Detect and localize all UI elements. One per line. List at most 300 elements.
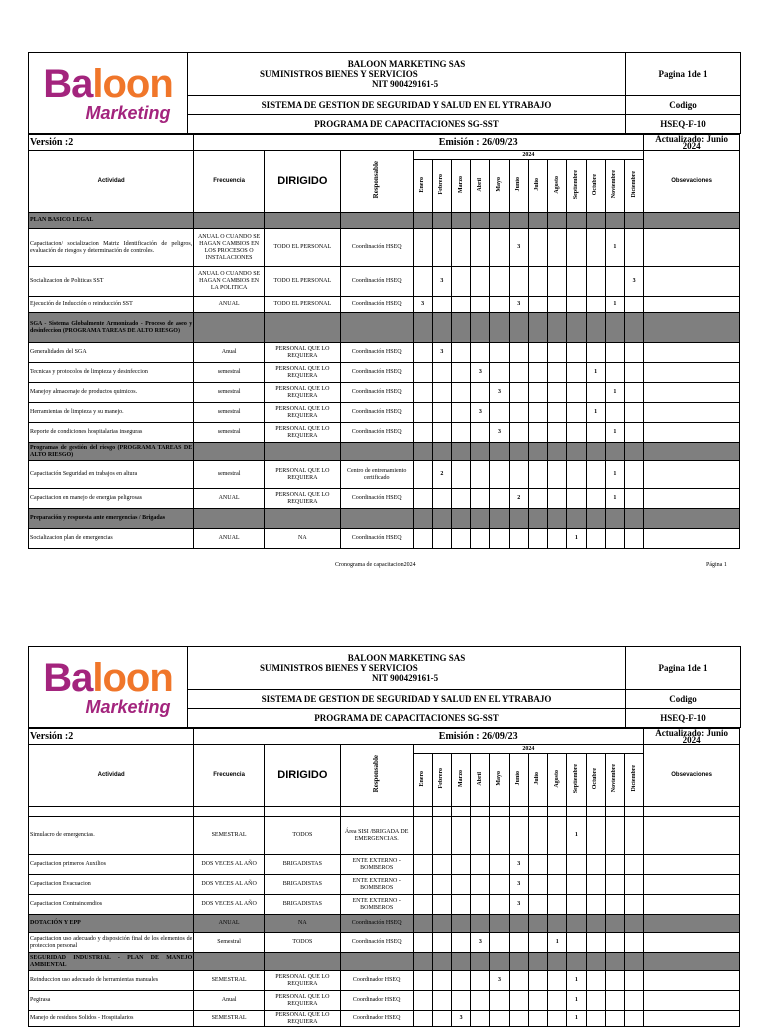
section-cell — [432, 213, 451, 229]
responsible-cell: Coordinador HSEQ — [340, 971, 413, 991]
target-cell: TODO EL PERSONAL — [264, 267, 340, 297]
month-count — [567, 297, 586, 313]
responsible-cell: Coordinador HSEQ — [340, 1011, 413, 1027]
month-count — [528, 383, 547, 403]
month-count — [451, 971, 470, 991]
col-month — [528, 754, 547, 807]
responsible-cell: ENTE EXTERNO - BOMBEROS — [340, 855, 413, 875]
section-cell — [451, 443, 470, 461]
col-month — [471, 754, 490, 807]
month-count — [548, 529, 567, 549]
month-label: Octubre — [592, 767, 599, 790]
col-observaciones: Obsevaciones — [644, 151, 740, 213]
month-count: 3 — [490, 383, 509, 403]
activity-name: Capacitacion/ socializacion Matriz Identificación de peligros, evaluación de riesgos y determinación de controles. — [29, 229, 194, 267]
section-cell — [624, 915, 643, 933]
target-cell: PERSONAL QUE LO REQUIERA — [264, 489, 340, 509]
section-cell — [644, 953, 740, 971]
month-count — [567, 423, 586, 443]
month-count — [528, 489, 547, 509]
activity-name: Capacitacion uso adecuado y disposición final de los elementos de proteccion personal — [29, 933, 194, 953]
col-month — [567, 754, 586, 807]
month-count — [432, 297, 451, 313]
section-cell — [548, 509, 567, 529]
responsible-cell: Coordinación HSEQ — [340, 489, 413, 509]
program-title: PROGRAMA DE CAPACITACIONES SG-SST — [188, 114, 626, 133]
month-count — [605, 529, 624, 549]
month-count: 1 — [548, 933, 567, 953]
month-label: Mayo — [496, 771, 503, 786]
section-cell — [605, 953, 624, 971]
month-count — [528, 229, 547, 267]
month-count — [605, 971, 624, 991]
month-count: 2 — [509, 489, 528, 509]
activity-row — [29, 229, 740, 267]
month-count — [567, 267, 586, 297]
empty-cell — [605, 807, 624, 817]
section-cell — [509, 915, 528, 933]
month-count — [509, 267, 528, 297]
training-schedule-table — [28, 134, 740, 549]
month-count — [490, 403, 509, 423]
activity-row — [29, 489, 740, 509]
month-count — [490, 875, 509, 895]
company-block: BALOON MARKETING SAS SUMINISTROS BIENES Y SERVICIOS NIT 900429161-5 — [188, 647, 626, 690]
month-count — [624, 933, 643, 953]
month-count — [451, 991, 470, 1011]
empty-cell — [413, 807, 432, 817]
training-schedule-table — [28, 728, 740, 1027]
target-cell: PERSONAL QUE LO REQUIERA — [264, 363, 340, 383]
frequency-cell: ANUAL O CUANDO SE HAGAN CAMBIOS EN LOS PROCESOS O INSTALACIONES — [194, 229, 265, 267]
month-count: 1 — [605, 461, 624, 489]
col-month — [432, 160, 451, 213]
target-cell: PERSONAL QUE LO REQUIERA — [264, 423, 340, 443]
month-count — [471, 461, 490, 489]
month-count — [548, 297, 567, 313]
month-count — [528, 895, 547, 915]
observation-cell — [644, 895, 740, 915]
month-count — [586, 971, 605, 991]
month-count — [624, 461, 643, 489]
month-count — [490, 267, 509, 297]
activity-row — [29, 1011, 740, 1027]
section-cell — [605, 509, 624, 529]
col-month — [528, 160, 547, 213]
month-count — [413, 403, 432, 423]
month-count: 1 — [605, 383, 624, 403]
month-count — [413, 363, 432, 383]
month-count — [586, 423, 605, 443]
month-count — [490, 343, 509, 363]
target-cell: TODO EL PERSONAL — [264, 297, 340, 313]
month-count — [490, 363, 509, 383]
month-count — [528, 875, 547, 895]
spacer-row — [29, 807, 740, 817]
month-count — [451, 403, 470, 423]
section-cell — [605, 313, 624, 343]
target-cell: TODOS — [264, 933, 340, 953]
month-count — [432, 971, 451, 991]
month-label: Abril — [476, 177, 483, 192]
section-cell — [586, 509, 605, 529]
activity-row — [29, 529, 740, 549]
month-count — [509, 363, 528, 383]
empty-cell — [548, 807, 567, 817]
section-cell — [586, 443, 605, 461]
section-cell — [567, 915, 586, 933]
month-count: 1 — [567, 529, 586, 549]
month-count — [586, 991, 605, 1011]
month-count — [586, 817, 605, 855]
month-count — [548, 855, 567, 875]
month-count — [624, 529, 643, 549]
activity-name: Capacitacion Evacuacion — [29, 875, 194, 895]
month-count — [509, 1011, 528, 1027]
month-count — [567, 229, 586, 267]
empty-cell — [194, 807, 265, 817]
section-cell — [413, 509, 432, 529]
month-count — [509, 991, 528, 1011]
col-month — [471, 160, 490, 213]
section-cell — [340, 213, 413, 229]
month-count — [528, 423, 547, 443]
month-count — [509, 817, 528, 855]
col-month — [413, 160, 432, 213]
col-observaciones: Obsevaciones — [644, 745, 740, 807]
month-count — [490, 529, 509, 549]
month-count — [413, 1011, 432, 1027]
month-count: 3 — [509, 297, 528, 313]
section-cell — [432, 509, 451, 529]
section-dir: NA — [264, 915, 340, 933]
section-cell — [644, 313, 740, 343]
month-count — [624, 1011, 643, 1027]
section-cell — [567, 213, 586, 229]
month-count — [451, 817, 470, 855]
month-count — [471, 991, 490, 1011]
month-count — [471, 855, 490, 875]
month-count: 3 — [471, 403, 490, 423]
month-count — [432, 423, 451, 443]
month-label: Diciembre — [630, 765, 637, 792]
frequency-cell: SEMESTRAL — [194, 971, 265, 991]
month-count — [605, 933, 624, 953]
section-cell — [548, 443, 567, 461]
month-count: 3 — [432, 267, 451, 297]
col-month — [432, 754, 451, 807]
col-month — [451, 160, 470, 213]
month-count — [432, 229, 451, 267]
updated-label: Actualizado: Junio 2024 — [644, 135, 740, 151]
section-cell — [567, 443, 586, 461]
section-title: DOTACIÓN Y EPP — [29, 915, 194, 933]
col-month — [605, 160, 624, 213]
target-cell: PERSONAL QUE LO REQUIERA — [264, 403, 340, 423]
section-cell — [586, 953, 605, 971]
activity-name: Capacitacion en manejo de energias peligrosas — [29, 489, 194, 509]
month-count — [413, 971, 432, 991]
section-cell — [644, 443, 740, 461]
col-month — [451, 754, 470, 807]
col-month — [586, 160, 605, 213]
month-count: 3 — [624, 267, 643, 297]
section-cell — [471, 313, 490, 343]
empty-cell — [528, 807, 547, 817]
month-count — [413, 817, 432, 855]
col-month — [586, 754, 605, 807]
responsible-cell: ENTE EXTERNO - BOMBEROS — [340, 875, 413, 895]
month-count — [471, 297, 490, 313]
page-1 — [28, 52, 740, 549]
month-count — [451, 343, 470, 363]
col-month — [548, 160, 567, 213]
month-count — [432, 817, 451, 855]
target-cell: PERSONAL QUE LO REQUIERA — [264, 1011, 340, 1027]
target-cell: PERSONAL QUE LO REQUIERA — [264, 991, 340, 1011]
month-count: 1 — [567, 1011, 586, 1027]
month-count — [528, 267, 547, 297]
version-label: Versión :2 — [29, 135, 194, 151]
section-cell — [624, 443, 643, 461]
section-cell — [586, 915, 605, 933]
col-responsable — [340, 151, 413, 213]
month-count — [451, 363, 470, 383]
month-label: Junio — [515, 771, 522, 786]
section-cell — [567, 953, 586, 971]
month-count — [528, 1011, 547, 1027]
month-count — [413, 529, 432, 549]
month-count — [432, 489, 451, 509]
logo-cell — [29, 53, 188, 134]
month-count — [490, 895, 509, 915]
month-count — [451, 383, 470, 403]
frequency-cell: Semestral — [194, 933, 265, 953]
section-cell — [509, 443, 528, 461]
month-count: 2 — [432, 461, 451, 489]
month-count — [413, 933, 432, 953]
month-count — [490, 933, 509, 953]
month-count — [413, 991, 432, 1011]
month-count — [528, 855, 547, 875]
target-cell: PERSONAL QUE LO REQUIERA — [264, 461, 340, 489]
section-cell — [471, 915, 490, 933]
col-month — [567, 160, 586, 213]
month-label: Agosto — [553, 769, 560, 788]
observation-cell — [644, 423, 740, 443]
section-cell — [264, 509, 340, 529]
observation-cell — [644, 489, 740, 509]
month-count — [528, 363, 547, 383]
section-title: SGA - Sistema Globalmente Armonizado - Proceso de aseo y desinfeccion (PROGRAMA TAREAS DE ALTO RIESGO) — [29, 313, 194, 343]
section-row — [29, 915, 740, 933]
frequency-cell: ANUAL — [194, 489, 265, 509]
month-count — [548, 423, 567, 443]
month-count — [548, 229, 567, 267]
activity-row — [29, 875, 740, 895]
month-label: Agosto — [553, 175, 560, 194]
month-count — [548, 363, 567, 383]
section-cell — [413, 953, 432, 971]
month-count — [586, 383, 605, 403]
section-cell — [605, 915, 624, 933]
month-count — [605, 363, 624, 383]
col-responsable-label: Responsable — [372, 755, 381, 793]
section-cell — [605, 443, 624, 461]
month-count — [528, 529, 547, 549]
month-count — [567, 343, 586, 363]
month-label: Marzo — [457, 176, 464, 193]
month-count — [451, 529, 470, 549]
emision-date: Emisión : 26/09/23 — [194, 135, 644, 151]
empty-cell — [451, 807, 470, 817]
month-count — [490, 817, 509, 855]
month-count — [490, 297, 509, 313]
frequency-cell: DOS VECES AL AÑO — [194, 855, 265, 875]
observation-cell — [644, 971, 740, 991]
month-count — [624, 403, 643, 423]
section-cell — [528, 915, 547, 933]
section-cell — [413, 443, 432, 461]
activity-name: Manejoy almacenaje de productos quimicos. — [29, 383, 194, 403]
section-cell — [264, 313, 340, 343]
col-actividad: Actividad — [29, 151, 194, 213]
section-cell — [451, 953, 470, 971]
empty-cell — [471, 807, 490, 817]
month-count — [471, 343, 490, 363]
section-cell — [567, 313, 586, 343]
month-count — [471, 229, 490, 267]
codigo-label: Codigo — [626, 95, 741, 114]
activity-name: Reporte de condiciones hospitalarias inseguras — [29, 423, 194, 443]
col-frecuencia: Frecuencia — [194, 151, 265, 213]
month-count — [509, 423, 528, 443]
col-month — [624, 160, 643, 213]
activity-name: Capacitacion primeros Auxilios — [29, 855, 194, 875]
section-cell — [644, 509, 740, 529]
month-count — [432, 855, 451, 875]
col-month — [548, 754, 567, 807]
month-count — [413, 875, 432, 895]
month-count — [471, 489, 490, 509]
section-freq: ANUAL — [194, 915, 265, 933]
section-cell — [490, 915, 509, 933]
month-count — [586, 343, 605, 363]
month-count: 1 — [605, 489, 624, 509]
frequency-cell: ANUAL O CUANDO SE HAGAN CAMBIOS EN LA POLITICA — [194, 267, 265, 297]
section-cell — [471, 953, 490, 971]
month-count: 3 — [490, 971, 509, 991]
activity-name: Socializacion plan de emergencias — [29, 529, 194, 549]
section-cell — [490, 443, 509, 461]
empty-cell — [644, 807, 740, 817]
observation-cell — [644, 383, 740, 403]
month-count — [624, 875, 643, 895]
empty-cell — [490, 807, 509, 817]
month-count — [490, 855, 509, 875]
section-cell — [340, 509, 413, 529]
month-count — [567, 875, 586, 895]
month-count — [624, 855, 643, 875]
col-month — [490, 754, 509, 807]
month-count — [605, 875, 624, 895]
section-cell — [624, 213, 643, 229]
month-count — [509, 403, 528, 423]
target-cell: PERSONAL QUE LO REQUIERA — [264, 343, 340, 363]
month-count — [528, 971, 547, 991]
col-month — [605, 754, 624, 807]
month-count — [624, 971, 643, 991]
logo-cell — [29, 647, 188, 728]
month-count — [451, 895, 470, 915]
month-count — [413, 423, 432, 443]
month-count: 1 — [567, 991, 586, 1011]
month-count — [567, 403, 586, 423]
activity-row — [29, 855, 740, 875]
month-count — [586, 933, 605, 953]
activity-row — [29, 895, 740, 915]
system-title: SISTEMA DE GESTION DE SEGURIDAD Y SALUD EN EL YTRABAJO — [188, 689, 626, 708]
emision-date: Emisión : 26/09/23 — [194, 729, 644, 745]
section-cell — [509, 313, 528, 343]
activity-name: Capacitacion Contraincendios — [29, 895, 194, 915]
responsible-cell: Coordinación HSEQ — [340, 343, 413, 363]
month-count — [548, 971, 567, 991]
month-count — [413, 383, 432, 403]
month-count — [624, 343, 643, 363]
month-count — [451, 875, 470, 895]
section-cell — [471, 509, 490, 529]
target-cell: TODO EL PERSONAL — [264, 229, 340, 267]
col-dirigido: DIRIGIDO — [264, 745, 340, 807]
frequency-cell: DOS VECES AL AÑO — [194, 875, 265, 895]
frequency-cell: semestral — [194, 423, 265, 443]
section-cell — [264, 953, 340, 971]
month-count: 1 — [586, 363, 605, 383]
section-cell — [548, 915, 567, 933]
section-title: Programas de gestión del riesgo (PROGRAMA TAREAS DE ALTO RIESGO) — [29, 443, 194, 461]
month-count — [528, 403, 547, 423]
month-count — [624, 229, 643, 267]
section-cell — [490, 313, 509, 343]
activity-name: Herramientas de limpieza y su manejo. — [29, 403, 194, 423]
month-count — [413, 229, 432, 267]
month-count: 3 — [471, 363, 490, 383]
empty-cell — [432, 807, 451, 817]
month-count — [605, 991, 624, 1011]
month-count — [432, 383, 451, 403]
section-cell — [528, 213, 547, 229]
month-count — [490, 229, 509, 267]
month-count — [624, 363, 643, 383]
section-title: SEGURIDAD INDUSTRIAL - PLAN DE MANEJO AMBIENTAL — [29, 953, 194, 971]
observation-cell — [644, 297, 740, 313]
observation-cell — [644, 991, 740, 1011]
month-count — [451, 855, 470, 875]
month-count: 3 — [451, 1011, 470, 1027]
section-cell — [548, 213, 567, 229]
month-count — [432, 895, 451, 915]
page-label: Pagina 1de 1 — [626, 53, 741, 96]
month-count — [528, 991, 547, 1011]
month-count — [413, 855, 432, 875]
month-count — [548, 343, 567, 363]
activity-row — [29, 363, 740, 383]
frequency-cell: ANUAL — [194, 297, 265, 313]
month-label: Septiembre — [572, 763, 579, 794]
month-count — [605, 403, 624, 423]
activity-name: Reinduccion uso adecuado de herramientas manuales — [29, 971, 194, 991]
